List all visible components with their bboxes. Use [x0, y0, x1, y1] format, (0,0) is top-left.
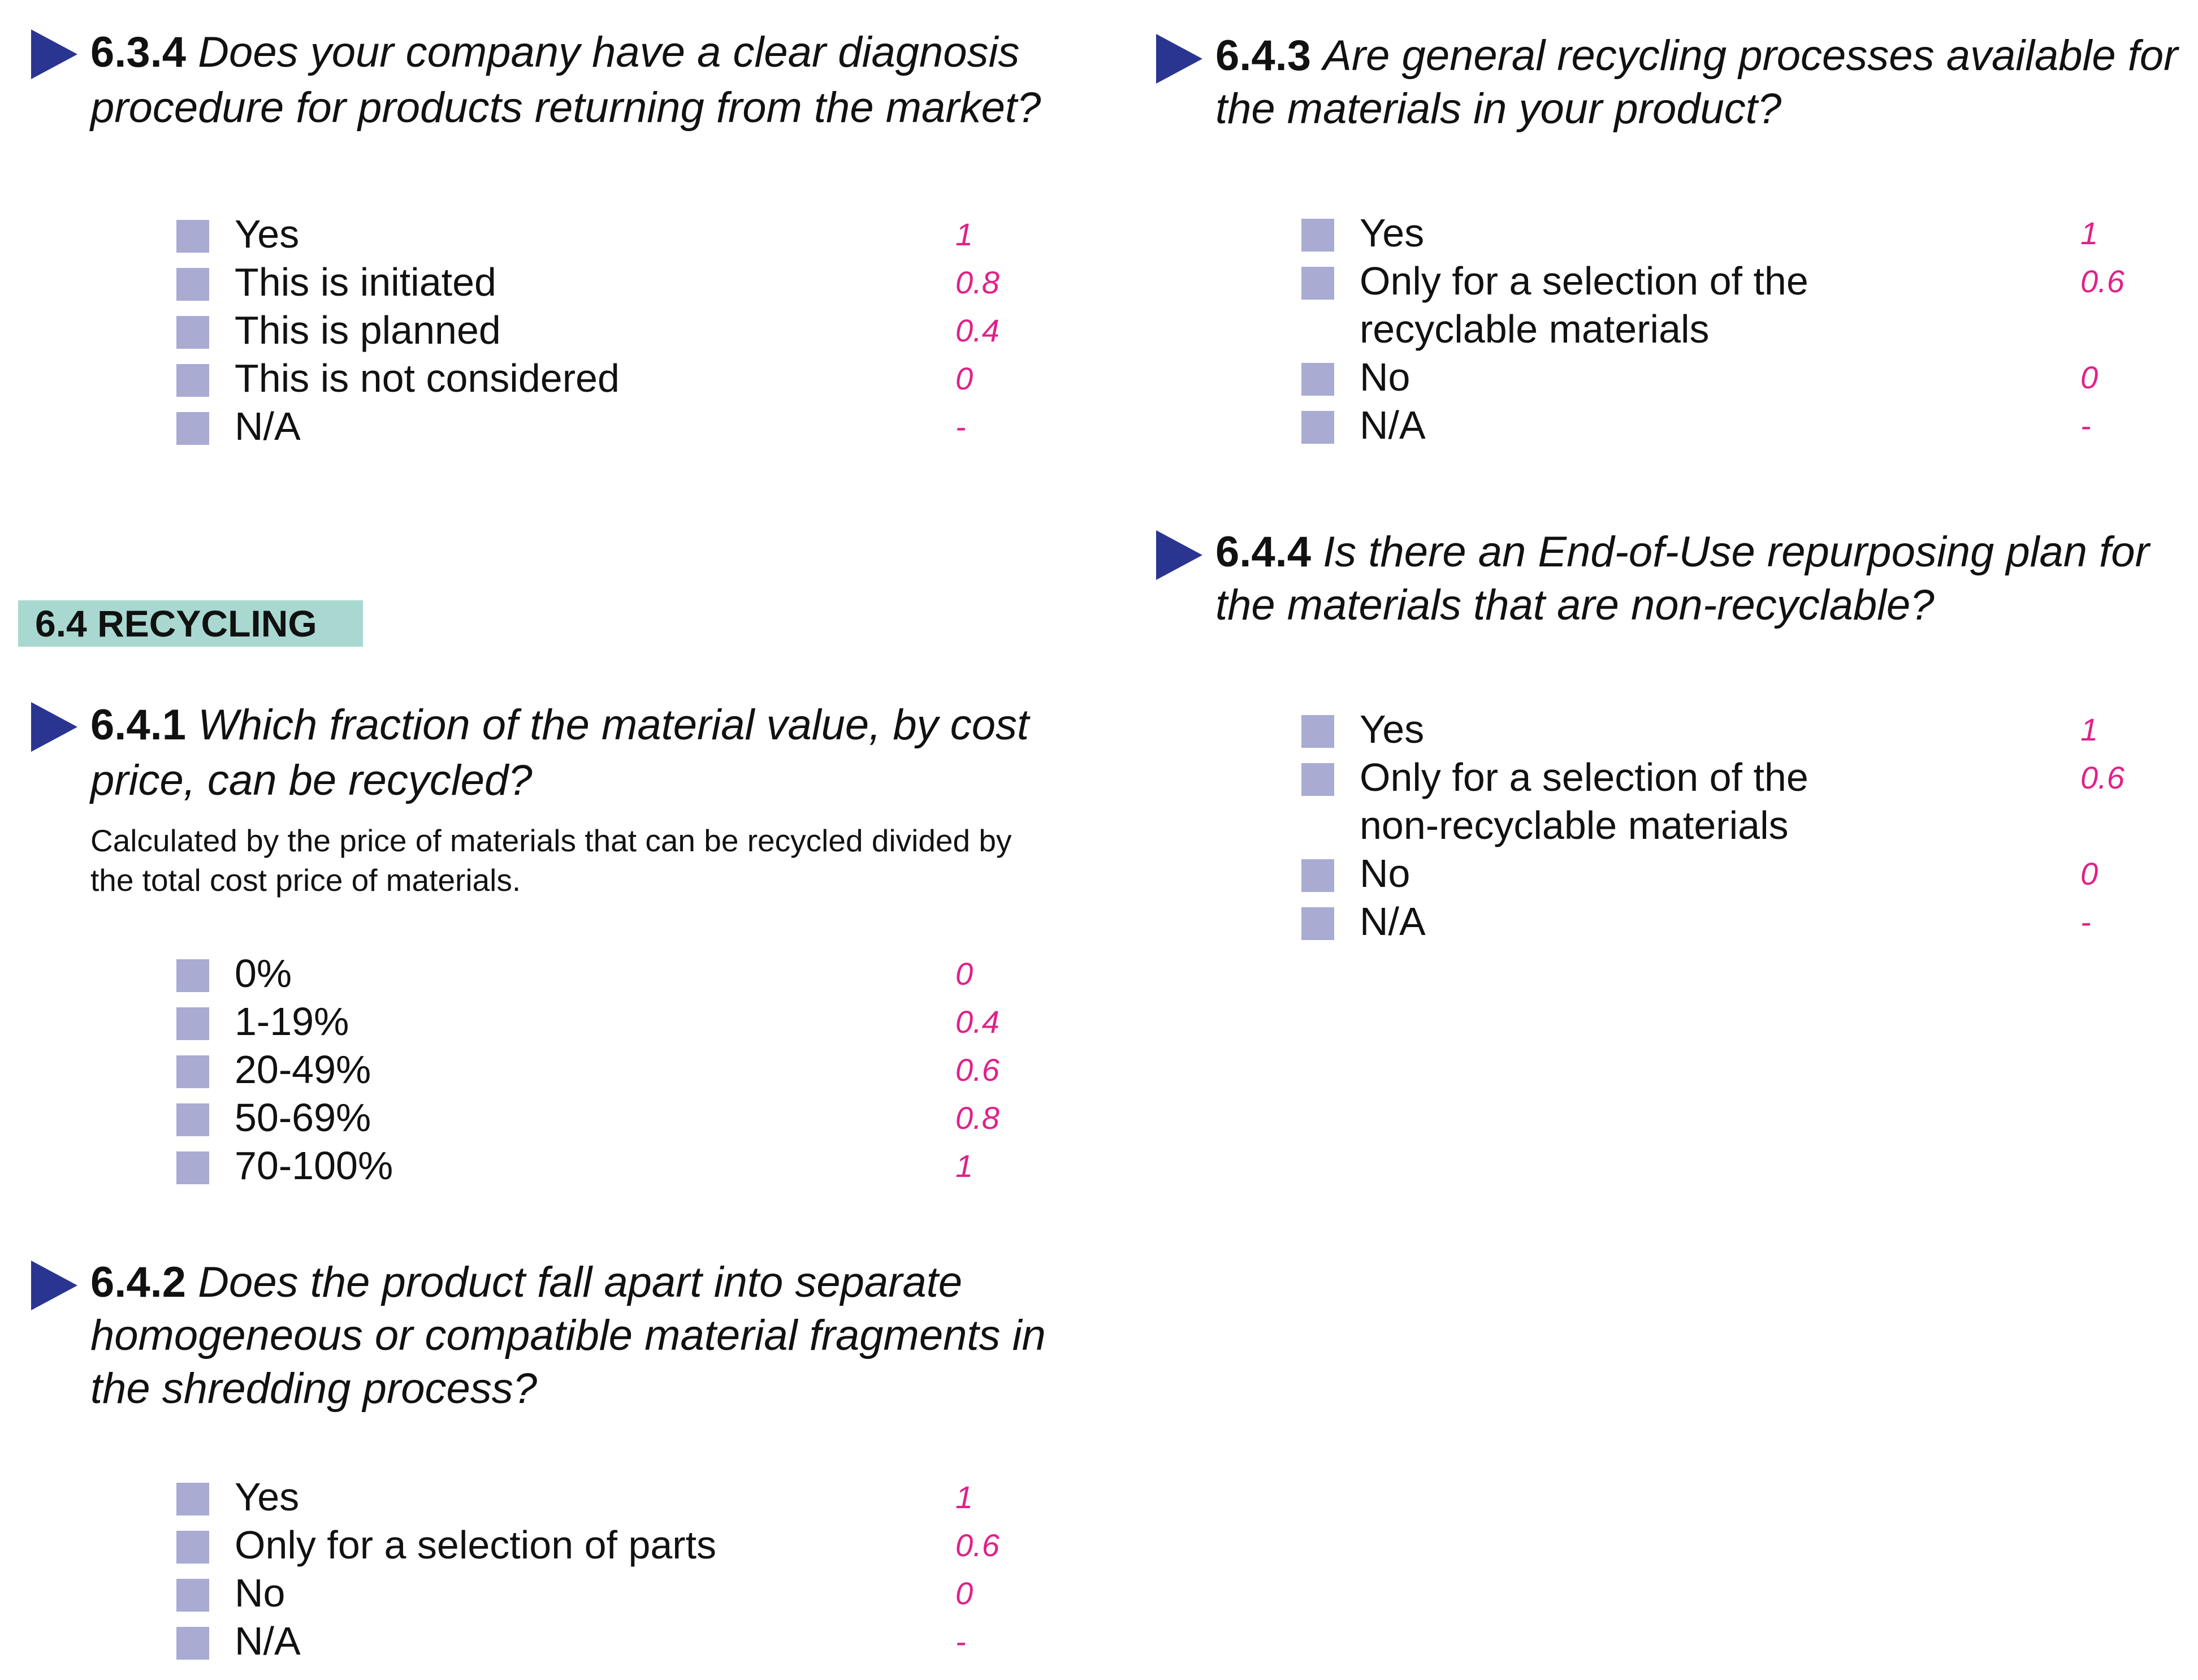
- option-yes[interactable]: Yes 1: [1125, 705, 2198, 754]
- checkbox[interactable]: [176, 1627, 209, 1660]
- option-selection-recyclable[interactable]: Only for a selection of the recyclable materials 0.6: [1125, 257, 2198, 353]
- option-score: 0.4: [955, 1004, 1000, 1040]
- option-score: 0.6: [2080, 263, 2125, 299]
- option-score: 1: [2080, 712, 2099, 747]
- option-planned[interactable]: This is planned 0.4: [0, 306, 1091, 354]
- arrow-bullet-icon: [31, 702, 77, 752]
- option-score: 1: [955, 217, 973, 252]
- option-not-considered[interactable]: This is not considered 0: [0, 354, 1091, 402]
- option-na[interactable]: N/A -: [1125, 401, 2198, 449]
- question-6-4-1: [0, 698, 1091, 1190]
- question-note: Calculated by the price of materials that can be recycled divided by the total cost price of materials.: [90, 823, 1012, 898]
- question-title: 6.4.1 Which fraction of the material value, by cost price, can be recycled?: [90, 701, 1029, 804]
- option-list: [0, 950, 1091, 1190]
- option-na[interactable]: N/A -: [0, 402, 1091, 451]
- option-score: 0: [955, 956, 973, 991]
- option-score: 0.8: [955, 1100, 1000, 1136]
- arrow-bullet-icon: [31, 1261, 77, 1310]
- checkbox[interactable]: [176, 316, 209, 349]
- checkbox[interactable]: [1301, 267, 1334, 300]
- checkbox[interactable]: [1301, 363, 1334, 396]
- question-6-4-2: [0, 1256, 1091, 1665]
- checkbox[interactable]: [1301, 907, 1334, 940]
- option-score: 0.6: [955, 1052, 1000, 1088]
- option-50-69-percent[interactable]: 50-69% 0.8: [0, 1094, 1091, 1142]
- checkbox[interactable]: [1301, 763, 1334, 796]
- option-score: 0: [955, 361, 973, 396]
- option-score: -: [955, 1623, 966, 1659]
- option-score: 1: [955, 1479, 973, 1515]
- question-header: [1125, 29, 2198, 136]
- checkbox[interactable]: [176, 959, 209, 992]
- option-yes[interactable]: Yes 1: [1125, 209, 2198, 257]
- question-title: 6.4.3 Are general recycling processes available for the materials in your product?: [1215, 32, 2178, 133]
- checkbox[interactable]: [176, 1151, 209, 1184]
- option-70-100-percent[interactable]: 70-100% 1: [0, 1142, 1091, 1190]
- option-score: 0: [2080, 856, 2099, 891]
- option-list: [1125, 209, 2198, 449]
- option-list: [0, 210, 1091, 451]
- option-score: 0: [955, 1575, 973, 1611]
- option-initiated[interactable]: This is initiated 0.8: [0, 258, 1091, 306]
- question-header: [0, 698, 1091, 900]
- option-score: 0.8: [955, 265, 1000, 300]
- arrow-bullet-icon: [31, 29, 77, 79]
- arrow-bullet-icon: [1156, 34, 1202, 84]
- arrow-bullet-icon: [1156, 530, 1202, 580]
- question-6-4-4: [1125, 526, 2198, 946]
- checkbox[interactable]: [176, 1055, 209, 1088]
- option-score: 1: [2080, 215, 2099, 251]
- option-score: 0.6: [2080, 760, 2125, 795]
- checkbox[interactable]: [176, 1531, 209, 1564]
- checkbox[interactable]: [176, 412, 209, 445]
- question-header: [0, 1256, 1091, 1415]
- checkbox[interactable]: [176, 1007, 209, 1040]
- option-no[interactable]: No 0: [0, 1569, 1091, 1617]
- section-header: 6.4 RECYCLING: [18, 600, 363, 647]
- option-yes[interactable]: Yes 1: [0, 1473, 1091, 1521]
- option-0-percent[interactable]: 0% 0: [0, 950, 1091, 998]
- option-score: 1: [955, 1148, 973, 1184]
- question-title: 6.3.4 Does your company have a clear diagnosis procedure for products returning from the market?: [90, 28, 1041, 132]
- question-6-3-4: [0, 25, 1091, 451]
- question-title: 6.4.4 Is there an End-of-Use repurposing plan for the materials that are non-recyclable?: [1215, 528, 2149, 629]
- right-column: [1125, 0, 2198, 1680]
- option-no[interactable]: No 0: [1125, 353, 2198, 401]
- question-header: [1125, 526, 2198, 632]
- checkbox[interactable]: [1301, 715, 1334, 748]
- checkbox[interactable]: [176, 1579, 209, 1612]
- question-title: 6.4.2 Does the product fall apart into separate homogeneous or compatible material fragments in the shredding process?: [90, 1258, 1046, 1413]
- option-score: 0.4: [955, 313, 1000, 348]
- option-yes[interactable]: Yes 1: [0, 210, 1091, 258]
- option-score: -: [2080, 904, 2091, 939]
- option-na[interactable]: N/A -: [0, 1617, 1091, 1665]
- checkbox[interactable]: [176, 364, 209, 397]
- option-20-49-percent[interactable]: 20-49% 0.6: [0, 1046, 1091, 1094]
- option-score: 0.6: [955, 1527, 1000, 1563]
- option-1-19-percent[interactable]: 1-19% 0.4: [0, 998, 1091, 1046]
- checkbox[interactable]: [1301, 859, 1334, 892]
- option-score: 0: [2080, 360, 2099, 395]
- option-na[interactable]: N/A -: [1125, 898, 2198, 946]
- checkbox[interactable]: [176, 1483, 209, 1516]
- option-list: [0, 1473, 1091, 1665]
- option-selection-non-recyclable[interactable]: Only for a selection of the non-recyclable materials 0.6: [1125, 754, 2198, 850]
- option-score: -: [955, 409, 966, 444]
- option-score: -: [2080, 408, 2091, 443]
- checkbox[interactable]: [1301, 219, 1334, 252]
- checkbox[interactable]: [176, 1103, 209, 1136]
- checkbox[interactable]: [176, 220, 209, 253]
- option-selection-of-parts[interactable]: Only for a selection of parts 0.6: [0, 1521, 1091, 1569]
- question-header: [0, 25, 1091, 136]
- option-no[interactable]: No 0: [1125, 850, 2198, 898]
- question-6-4-3: [1125, 29, 2198, 449]
- checkbox[interactable]: [1301, 411, 1334, 444]
- option-list: [1125, 705, 2198, 946]
- checkbox[interactable]: [176, 268, 209, 301]
